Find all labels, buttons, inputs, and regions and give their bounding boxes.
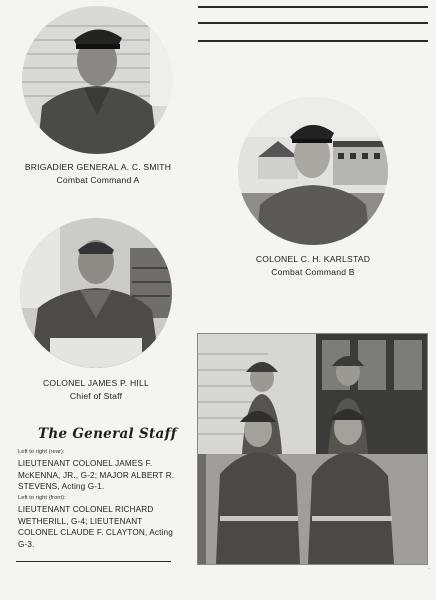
top-rule-2 [198,22,428,24]
bottom-rule [16,561,171,562]
front-names: LIEUTENANT COLONEL RICHARD WETHERILL, G-4; LIEUTENANT COLONEL CLAUDE F. CLAYTON, Acting G-3. [18,505,173,549]
portrait-name: COLONEL C. H. KARLSTAD [255,254,371,264]
top-rule-1 [198,6,428,8]
portrait-smith [22,6,172,154]
portrait-unit: Combat Command A [56,175,140,185]
caption-karlstad [224,253,402,279]
portrait-name: BRIGADIER GENERAL A. C. SMITH [24,162,172,172]
portrait-karlstad [238,97,388,245]
portrait-name: COLONEL JAMES P. HILL [43,378,149,388]
portrait-unit: Combat Command B [271,267,355,277]
portrait-hill [20,218,172,368]
caption-smith [10,161,186,187]
general-staff-title: The General Staff [38,426,177,442]
portrait-unit: Chief of Staff [69,391,123,401]
caption-hill [10,377,182,403]
top-rule-3 [198,40,428,42]
rear-names: LIEUTENANT COLONEL JAMES F. McKENNA, JR., G-2; MAJOR ALBERT R. STEVENS, Acting G-1. [18,459,175,492]
page-mark: · [428,566,430,572]
general-staff-photo [197,333,428,565]
rear-label: Left to right (rear): [18,449,65,455]
front-label: Left to right (front): [18,495,66,501]
